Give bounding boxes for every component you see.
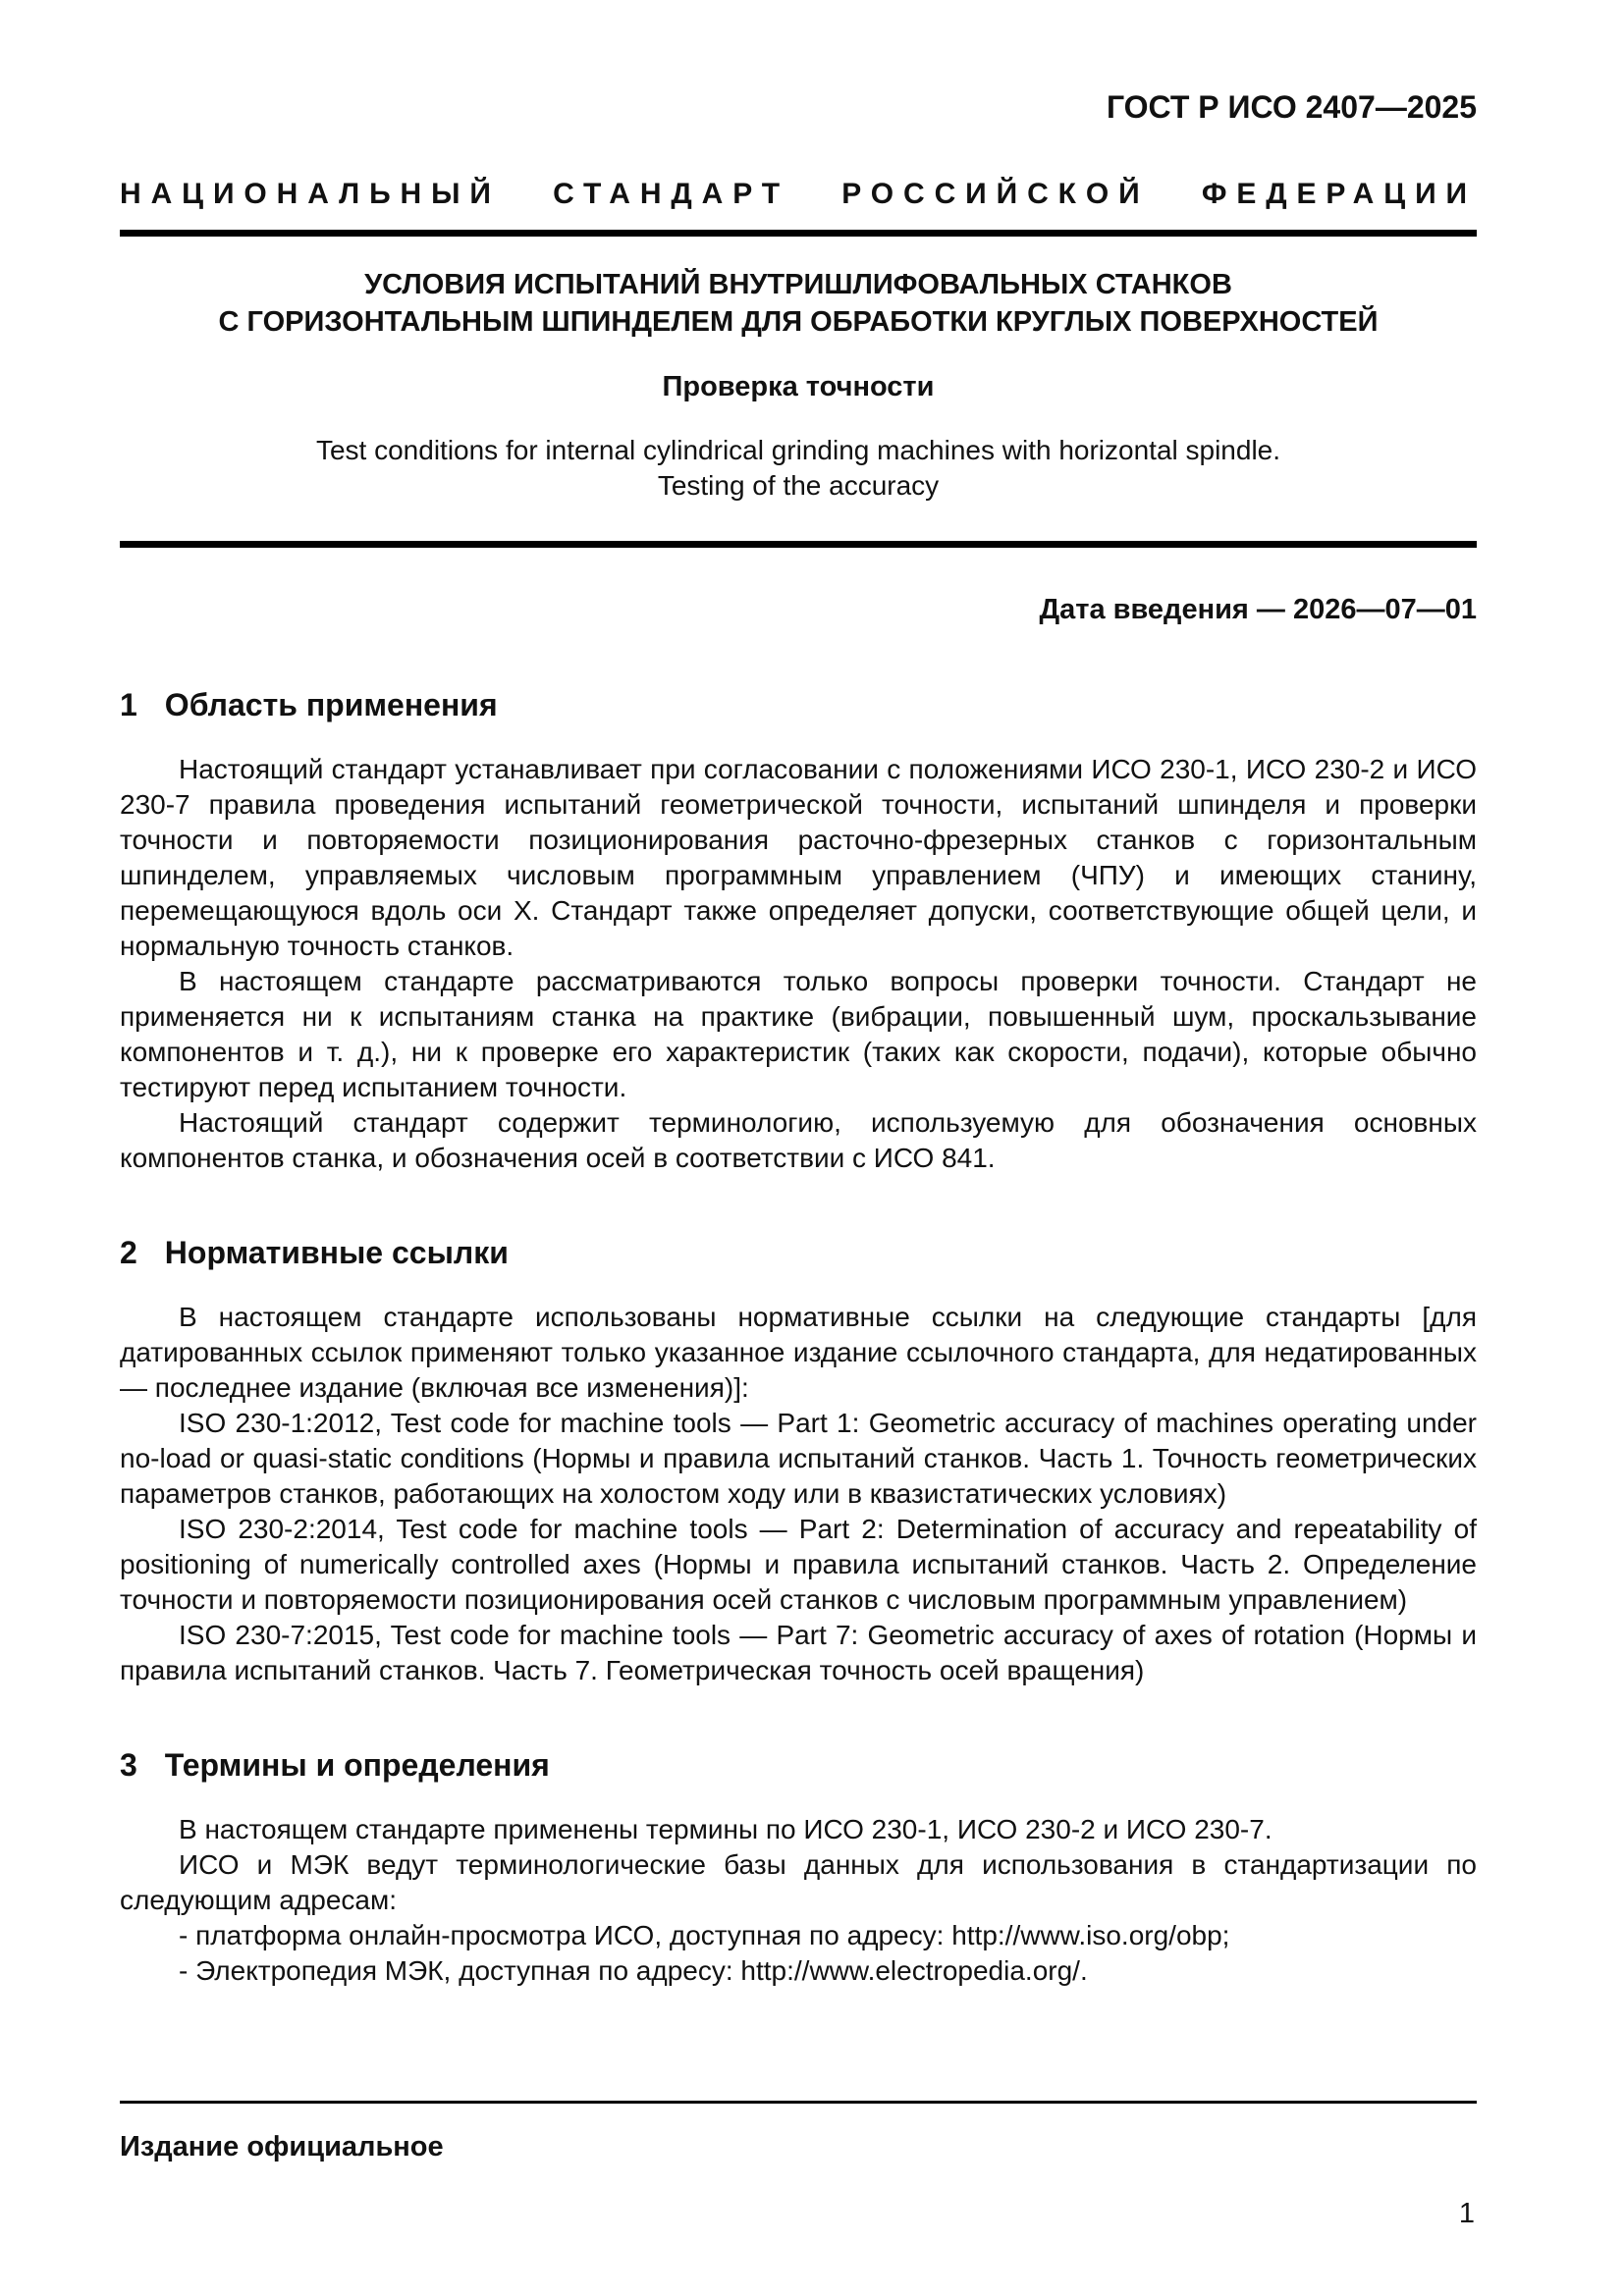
section-2-paragraph: В настоящем стандарте использованы нормативные ссылки на следующие стандарты [для датированных ссылок применяют только указанное издание ссылочного стандарта, для недатированных — последнее издание (включая все изменения)]: bbox=[120, 1302, 1477, 1403]
section-1-paragraph: Настоящий стандарт устанавливает при согласовании с положениями ИСО 230-1, ИСО 230-2 и ИСО 230-7 правила проведения испытаний геометрической точности, испытаний шпинделя и проверки точности и повторяемости позиционирования расточно-фрезерных станков с горизонтальным шпинделем, управляемых числовым программным управлением (ЧПУ) и имеющих станину, перемещающуюся вдоль оси X. Стандарт также определяет допуски, соответствующие общей цели, и нормальную точность станков. bbox=[120, 754, 1477, 961]
section-3-paragraph: ИСО и МЭК ведут терминологические базы данных для использования в стандартизации по следующим адресам: bbox=[120, 1849, 1477, 1915]
document-title-ru bbox=[120, 266, 1477, 341]
link-iso-obp[interactable]: http://www.iso.org/obp bbox=[951, 1920, 1222, 1950]
title-ru-line1: УСЛОВИЯ ИСПЫТАНИЙ ВНУТРИШЛИФОВАЛЬНЫХ СТАНКОВ bbox=[364, 269, 1232, 300]
document-title-en bbox=[120, 433, 1477, 504]
edition-note: Издание официальное bbox=[120, 2131, 444, 2163]
list-item-punct: . bbox=[1079, 1955, 1088, 1986]
section-3-paragraph: В настоящем стандарте применены термины по ИСО 230-1, ИСО 230-2 и ИСО 230-7. bbox=[179, 1814, 1272, 1844]
list-item-text: - платформа онлайн-просмотра ИСО, доступная по адресу: bbox=[179, 1920, 952, 1950]
list-item-electropedia bbox=[120, 1953, 1477, 1989]
section-2-number: 2 bbox=[120, 1235, 137, 1270]
section-3-heading bbox=[120, 1747, 1477, 1783]
section-1-paragraph: В настоящем стандарте рассматриваются только вопросы проверки точности. Стандарт не применяется ни к испытаниям станка на практике (вибрации, повышенный шум, проскальзывание компонентов и т. д.), ни к проверке его характеристик (таких как скорости, подачи), которые обычно тестируют перед испытанием точности. bbox=[120, 966, 1477, 1102]
section-1-title: Область применения bbox=[164, 687, 498, 722]
title-en-line1: Test conditions for internal cylindrical grinding machines with horizontal spindle. bbox=[315, 435, 1281, 465]
section-2-heading bbox=[120, 1235, 1477, 1270]
top-divider bbox=[120, 230, 1477, 237]
title-block bbox=[120, 266, 1477, 504]
link-electropedia[interactable]: http://www.electropedia.org/ bbox=[740, 1955, 1080, 1986]
effective-date: Дата введения — 2026—07—01 bbox=[1039, 594, 1477, 625]
section-2-reference-iso-230-1: ISO 230-1:2012, Test code for machine tools — Part 1: Geometric accuracy of machines operating under no-load or quasi-static conditions (Нормы и правила испытаний станков. Часть 1. Точность геометрических параметров станков, работающих на холостом ходу или в квазистатических условиях) bbox=[120, 1408, 1477, 1509]
list-item-punct: ; bbox=[1221, 1920, 1230, 1950]
title-en-line2: Testing of the accuracy bbox=[657, 470, 940, 501]
page-number: 1 bbox=[1458, 2198, 1475, 2229]
section-2-reference-iso-230-2: ISO 230-2:2014, Test code for machine tools — Part 2: Determination of accuracy and repeatability of positioning of numerically controlled axes (Нормы и правила испытаний станков. Часть 2. Определение точности и повторяемости позиционирования осей станков с числовым программным управлением) bbox=[120, 1514, 1477, 1615]
doc-code: ГОСТ Р ИСО 2407—2025 bbox=[1106, 89, 1477, 125]
list-item-iso-obp bbox=[120, 1918, 1477, 1953]
section-1-heading bbox=[120, 687, 1477, 722]
footer-divider bbox=[120, 2101, 1477, 2104]
section-1-paragraph: Настоящий стандарт содержит терминологию, используемую для обозначения основных компонентов станка, и обозначения осей в соответствии с ИСО 841. bbox=[120, 1107, 1477, 1173]
section-1-number: 1 bbox=[120, 687, 137, 722]
title-divider bbox=[120, 541, 1477, 548]
section-3-title: Термины и определения bbox=[164, 1747, 550, 1783]
list-item-text: - Электропедия МЭК, доступная по адресу: bbox=[179, 1955, 741, 1986]
document-subtitle: Проверка точности bbox=[662, 371, 935, 402]
section-3-number: 3 bbox=[120, 1747, 137, 1783]
section-2-reference-iso-230-7: ISO 230-7:2015, Test code for machine tools — Part 7: Geometric accuracy of axes of rotation (Нормы и правила испытаний станков. Часть 7. Геометрическая точность осей вращения) bbox=[120, 1620, 1477, 1685]
national-standard-banner: НАЦИОНАЛЬНЫЙ СТАНДАРТ РОССИЙСКОЙ ФЕДЕРАЦИИ bbox=[120, 178, 1477, 210]
section-2-title: Нормативные ссылки bbox=[164, 1235, 509, 1270]
title-ru-line2: С ГОРИЗОНТАЛЬНЫМ ШПИНДЕЛЕМ ДЛЯ ОБРАБОТКИ КРУГЛЫХ ПОВЕРХНОСТЕЙ bbox=[218, 306, 1379, 338]
